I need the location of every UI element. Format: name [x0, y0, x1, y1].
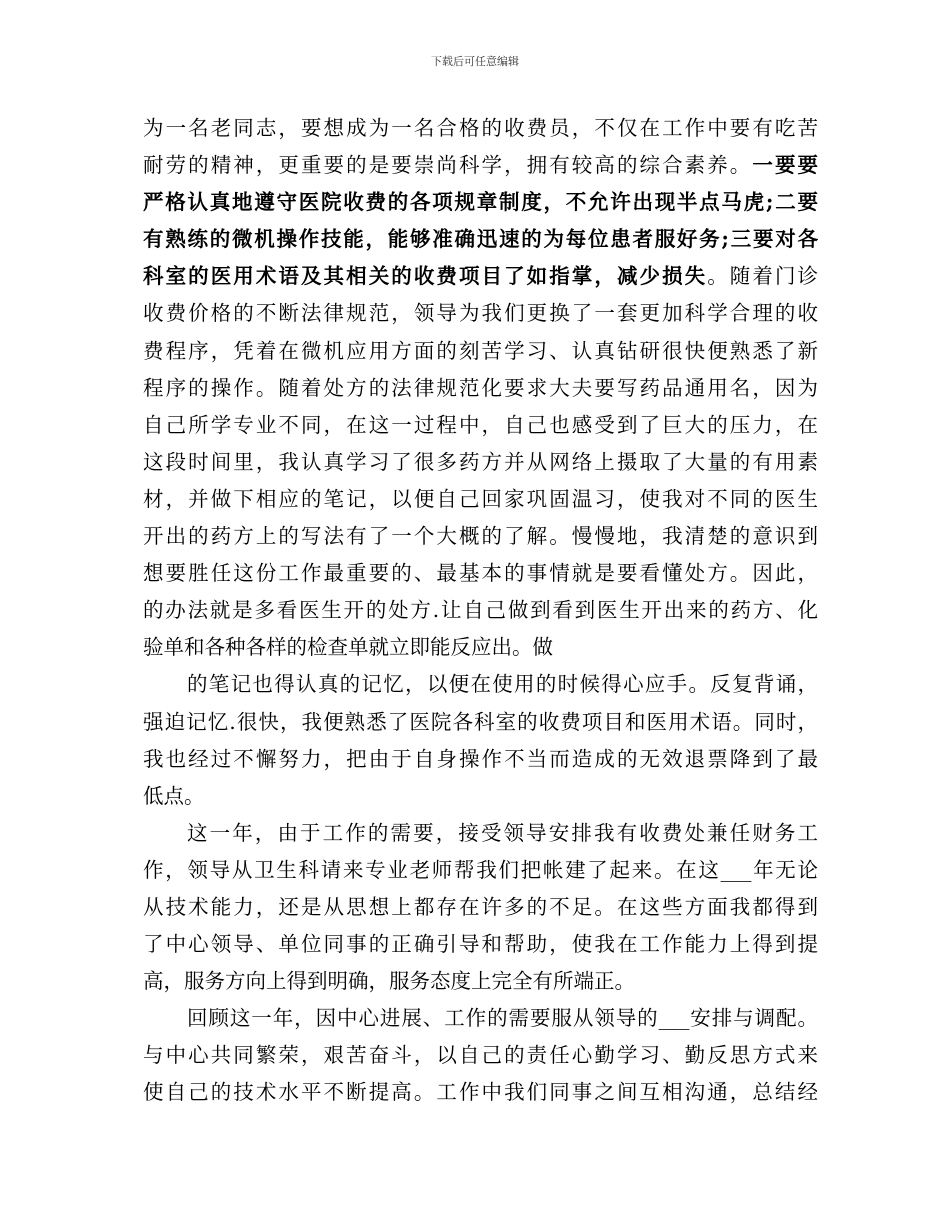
text-line	[143, 926, 818, 963]
bold-text-segment: 科室的医用术语及其相关的收费项目了如指掌，减少损失	[143, 264, 708, 289]
text-segment: 从技术能力，还是从思想上都存在许多的不足。在这些方面我都得到	[143, 894, 818, 919]
bold-text-segment: 一要要	[752, 153, 818, 178]
text-line	[143, 815, 818, 852]
text-segment: 高，服务方向上得到明确，服务态度上完全有所端正。	[143, 969, 635, 994]
text-line	[143, 518, 818, 555]
text-line	[143, 1074, 818, 1111]
text-line	[143, 741, 818, 778]
text-line	[143, 370, 818, 407]
text-segment: 为一名老同志，要想成为一名合格的收费员，不仅在工作中要有吃苦	[143, 116, 818, 140]
text-segment: 想要胜任这份工作最重要的、最基本的事情就是要看懂处方。因此，	[143, 561, 818, 586]
text-segment: 我也经过不懈努力，把由于自身操作不当而造成的无效退票降到了最	[143, 746, 818, 771]
text-segment: 收费价格的不断法律规范，领导为我们更换了一套更加科学合理的收	[143, 301, 818, 326]
text-line	[143, 407, 818, 444]
text-segment: 费程序，凭着在微机应用方面的刻苦学习、认真钻研很快便熟悉了新	[143, 338, 818, 363]
text-line	[143, 184, 818, 221]
text-line	[143, 889, 818, 926]
text-line	[143, 221, 818, 258]
text-segment: 的笔记也得认真的记忆，以便在使用的时候得心应手。反复背诵，	[187, 672, 818, 697]
text-segment: 自己所学专业不同，在这一过程中，自己也感受到了巨大的压力，在	[143, 412, 818, 437]
page-header: 下载后可任意编辑	[431, 55, 519, 68]
text-line	[143, 258, 818, 295]
text-line	[143, 1000, 818, 1037]
text-line	[143, 592, 818, 629]
text-segment: 。随着门诊	[707, 264, 818, 289]
text-line	[143, 444, 818, 481]
text-line	[143, 110, 818, 147]
text-line	[143, 147, 818, 184]
text-line	[143, 704, 818, 741]
bold-text-segment: 严格认真地遵守医院收费的各项规章制度，不允许出现半点马虎;二要	[143, 190, 818, 215]
text-line	[143, 666, 818, 703]
text-line	[143, 295, 818, 332]
text-line	[143, 481, 818, 518]
text-segment: 回顾这一年，因中心进展、工作的需要服从领导的___安排与调配。	[187, 1006, 818, 1031]
text-line	[143, 852, 818, 889]
text-segment: 作，领导从卫生科请来专业老师帮我们把帐建了起来。在这___年无论	[143, 857, 818, 882]
text-line	[143, 333, 818, 370]
text-segment: 开出的药方上的写法有了一个大概的了解。慢慢地，我清楚的意识到	[143, 524, 818, 549]
text-segment: 这段时间里，我认真学习了很多药方并从网络上摄取了大量的有用素	[143, 449, 818, 474]
text-segment: 强迫记忆.很快，我便熟悉了医院各科室的收费项目和医用术语。同时，	[143, 709, 818, 734]
document-body	[143, 110, 818, 1112]
text-segment: 了中心领导、单位同事的正确引导和帮助，使我在工作能力上得到提	[143, 932, 818, 957]
text-segment: 使自己的技术水平不断提高。工作中我们同事之间互相沟通，总结经	[143, 1080, 818, 1105]
text-segment: 程序的操作。随着处方的法律规范化要求大夫要写药品通用名，因为	[143, 375, 818, 400]
text-segment: 低点。	[143, 783, 205, 808]
text-line	[143, 1037, 818, 1074]
text-segment: 耐劳的精神，更重要的是要崇尚科学，拥有较高的综合素养。	[143, 153, 753, 178]
text-segment: 材，并做下相应的笔记，以便自己回家巩固温习，使我对不同的医生	[143, 486, 818, 511]
text-line	[143, 778, 818, 815]
text-line	[143, 629, 818, 666]
bold-text-segment: 有熟练的微机操作技能，能够准确迅速的为每位患者服好务;三要对各	[143, 227, 818, 252]
text-line	[143, 963, 818, 1000]
text-segment: 这一年，由于工作的需要，接受领导安排我有收费处兼任财务工	[187, 820, 818, 845]
text-segment: 验单和各种各样的检查单就立即能反应出。做	[143, 635, 553, 660]
text-segment: 的办法就是多看医生开的处方.让自己做到看到医生开出来的药方、化	[143, 598, 818, 623]
text-line	[143, 555, 818, 592]
text-segment: 与中心共同繁荣，艰苦奋斗，以自己的责任心勤学习、勤反思方式来	[143, 1043, 818, 1068]
